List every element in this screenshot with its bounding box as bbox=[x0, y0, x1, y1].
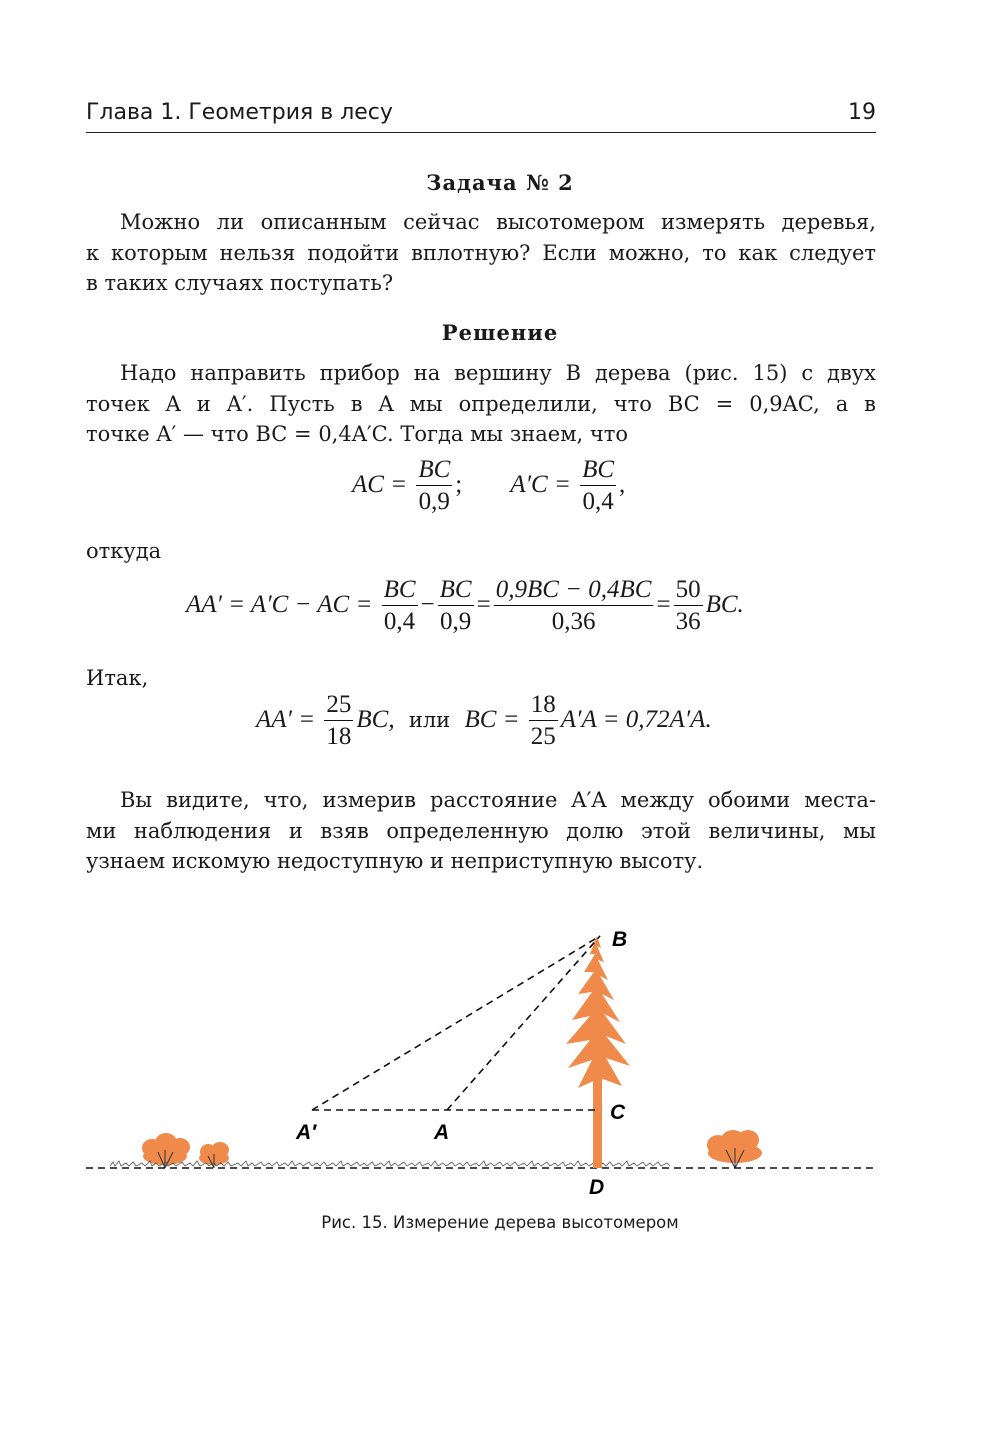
eq3-word: или bbox=[408, 708, 451, 733]
fraction-denominator: 0,4 bbox=[582, 488, 614, 515]
equation-3 bbox=[256, 690, 712, 753]
eq1-left-lhs: AC = bbox=[352, 471, 408, 499]
eq2-minus: − bbox=[420, 591, 435, 619]
eq1-right-lhs: A′C = bbox=[510, 471, 571, 499]
figure-15 bbox=[0, 920, 1000, 1210]
label-d: D bbox=[589, 1176, 605, 1199]
eq3-lhs: AA′ = bbox=[256, 706, 316, 734]
word-itak: Итак, bbox=[86, 666, 149, 690]
conclusion-line: Вы видите, что, измерив расстояние A′A между обоими места- bbox=[120, 788, 876, 812]
label-b: B bbox=[612, 928, 628, 951]
solution-title: Решение bbox=[441, 320, 559, 345]
fraction-denominator: 0,4 bbox=[383, 608, 416, 635]
eq3-fraction-1 bbox=[324, 690, 353, 753]
fraction-denominator: 25 bbox=[530, 723, 556, 750]
eq2-fraction-1 bbox=[382, 575, 418, 638]
sight-lines bbox=[312, 936, 600, 1110]
fraction-numerator: BC bbox=[416, 455, 452, 486]
fraction-numerator: BC bbox=[438, 575, 474, 606]
problem-text bbox=[86, 207, 876, 299]
label-a: A bbox=[434, 1121, 450, 1144]
problem-line: Можно ли описанным сейчас высотомером измерять деревья, bbox=[120, 210, 876, 234]
label-c: C bbox=[610, 1101, 626, 1124]
fraction-denominator: 0,9 bbox=[418, 488, 450, 515]
eq3-mid: BC, bbox=[356, 706, 395, 734]
fraction-numerator: 0,9BC − 0,4BC bbox=[494, 575, 654, 606]
fraction-numerator: 50 bbox=[674, 575, 703, 606]
eq2-lhs: AA′ = A′C − AC = bbox=[186, 591, 373, 619]
eq1-separator: ; bbox=[455, 471, 463, 499]
eq2-fraction-3 bbox=[494, 575, 654, 638]
eq2-equals: = bbox=[656, 591, 671, 619]
problem-title: Задача № 2 bbox=[426, 170, 574, 195]
eq2-fraction-2 bbox=[438, 575, 474, 638]
eq2-equals: = bbox=[476, 591, 491, 619]
solution-line: точек A и A′. Пусть в A мы определили, что BC = 0,9AC, а в bbox=[86, 391, 876, 416]
solution-line: точке A′ — что BC = 0,4A′C. Тогда мы знаем, что bbox=[86, 422, 629, 446]
running-header bbox=[86, 98, 876, 133]
problem-line: в таких случаях поступать? bbox=[86, 271, 394, 295]
solution-intro bbox=[86, 358, 876, 450]
word-otkuda: откуда bbox=[86, 539, 162, 563]
eq3-fraction-2 bbox=[529, 690, 558, 753]
fraction-numerator: BC bbox=[382, 575, 418, 606]
page-number: 19 bbox=[848, 100, 876, 125]
eq1-left-fraction bbox=[416, 455, 452, 518]
conclusion-text bbox=[86, 785, 876, 877]
chapter-title: Глава 1. Геометрия в лесу bbox=[86, 100, 393, 125]
equation-2 bbox=[186, 575, 744, 638]
fraction-denominator: 0,9 bbox=[439, 608, 472, 635]
eq2-fraction-4 bbox=[674, 575, 703, 638]
eq2-tail: BC. bbox=[705, 591, 744, 619]
fraction-numerator: 25 bbox=[324, 690, 353, 721]
conclusion-line: узнаем искомую недоступную и неприступную высоту. bbox=[86, 849, 704, 873]
shrub bbox=[707, 1130, 762, 1168]
eq3-tail: A′A = 0,72A′A. bbox=[560, 706, 712, 734]
solution-line: Надо направить прибор на вершину B дерева (рис. 15) с двух bbox=[120, 361, 876, 385]
eq1-right-fraction bbox=[580, 455, 616, 518]
problem-line: к которым нельзя подойти вплотную? Если можно, то как следует bbox=[86, 240, 876, 265]
eq1-end: , bbox=[619, 471, 626, 499]
fraction-denominator: 36 bbox=[675, 608, 701, 635]
tree bbox=[566, 936, 630, 1168]
equation-1 bbox=[352, 455, 625, 518]
fraction-numerator: 18 bbox=[529, 690, 558, 721]
fraction-denominator: 18 bbox=[326, 723, 352, 750]
conclusion-line: ми наблюдения и взяв определенную долю этой величины, мы bbox=[86, 818, 876, 843]
label-a-prime: A′ bbox=[296, 1121, 317, 1144]
eq3-lhs2: BC = bbox=[464, 706, 520, 734]
fraction-denominator: 0,36 bbox=[551, 608, 596, 635]
figure-caption: Рис. 15. Измерение дерева высотомером bbox=[321, 1213, 679, 1232]
fraction-numerator: BC bbox=[580, 455, 616, 486]
